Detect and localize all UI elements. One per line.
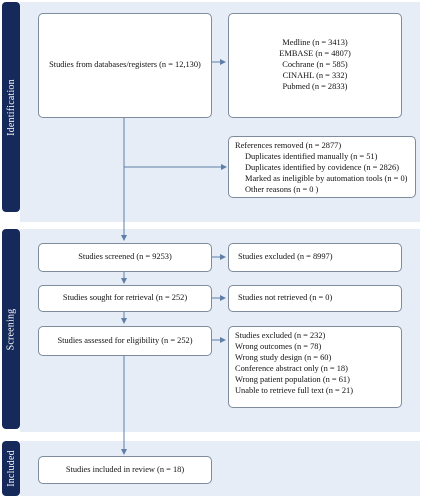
removed-item-covidence: Duplicates identified by covidence (n = 2826) bbox=[245, 162, 400, 172]
sought-text: Studies sought for retrieval (n = 252) bbox=[62, 293, 188, 303]
source-medline: Medline (n = 3413) bbox=[282, 38, 348, 48]
excluded-title: Studies excluded (n = 232) bbox=[235, 331, 326, 340]
databases-box bbox=[38, 13, 212, 118]
included-text: Studies included in review (n = 18) bbox=[65, 464, 185, 474]
sought-box bbox=[38, 285, 212, 312]
excluded-item-abstract: Conference abstract only (n = 18) bbox=[235, 363, 348, 373]
not-retrieved-text: Studies not retrieved (n = 0) bbox=[238, 293, 333, 303]
sources-box bbox=[228, 13, 402, 118]
removed-title: References removed (n = 2877) bbox=[235, 141, 342, 150]
excluded-item-outcomes: Wrong outcomes (n = 78) bbox=[235, 341, 322, 351]
removed-item-automation: Marked as ineligible by automation tools (n = 0) bbox=[245, 173, 408, 183]
excluded-eligibility-box bbox=[228, 326, 402, 408]
source-cochrane: Cochrane (n = 585) bbox=[282, 60, 348, 70]
removed-box bbox=[228, 136, 416, 198]
included-box bbox=[38, 456, 212, 484]
source-embase: EMBASE (n = 4807) bbox=[279, 49, 351, 59]
included-label-text: Included bbox=[5, 450, 17, 487]
not-retrieved-box bbox=[228, 285, 402, 312]
excluded-item-population: Wrong patient population (n = 61) bbox=[235, 374, 350, 384]
assessed-text: Studies assessed for eligibility (n = 252) bbox=[57, 335, 193, 345]
excluded-item-fulltext: Unable to retrieve full text (n = 21) bbox=[235, 385, 353, 395]
screened-box bbox=[38, 243, 212, 272]
source-cinahl: CINAHL (n = 332) bbox=[282, 70, 348, 80]
source-pubmed: Pubmed (n = 2833) bbox=[282, 81, 348, 91]
excluded-item-design: Wrong study design (n = 60) bbox=[235, 352, 332, 362]
removed-item-other: Other reasons (n = 0 ) bbox=[245, 184, 319, 194]
screening-label-text: Screening bbox=[5, 308, 17, 350]
excluded-screen-text: Studies excluded (n = 8997) bbox=[238, 252, 333, 262]
identification-label-text: Identification bbox=[5, 78, 17, 136]
removed-item-manual: Duplicates identified manually (n = 51) bbox=[245, 151, 378, 161]
databases-text: Studies from databases/registers (n = 12,130) bbox=[49, 60, 201, 70]
assessed-box bbox=[38, 326, 212, 356]
screened-text: Studies screened (n = 9253) bbox=[78, 252, 172, 262]
excluded-screen-box bbox=[228, 243, 402, 272]
